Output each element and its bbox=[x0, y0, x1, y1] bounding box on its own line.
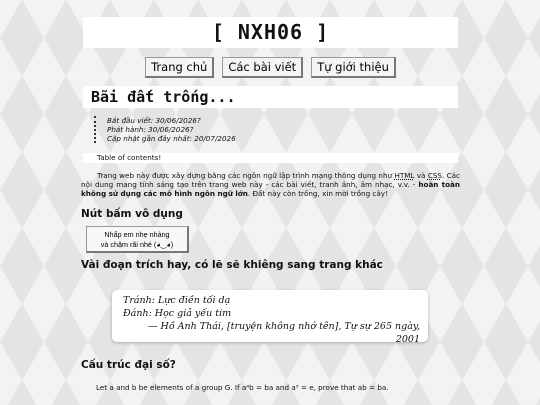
main-nav bbox=[83, 57, 458, 78]
intro-bold: hoàn toàn không sử dụng các mô hình ngôn ngữ lớn bbox=[81, 180, 460, 199]
intro-paragraph bbox=[81, 171, 460, 199]
intro-text-b: . Các nội dung mang tính sáng tạo trên trang web này - các bài viết, tranh ảnh, âm nhạc, v.v. - bbox=[81, 171, 460, 190]
css-abbr: CSS bbox=[427, 171, 442, 180]
meta-published: Phát hành: 30/06/2026? bbox=[107, 125, 194, 134]
site-title: [ NXH06 ] bbox=[83, 17, 458, 48]
table-of-contents-toggle[interactable]: Table of contents! bbox=[83, 153, 458, 163]
page-title: Bãi đất trống... bbox=[83, 86, 458, 108]
quote-attribution: — Hồ Anh Thái, [truyện không nhớ tên], Tự sự 265 ngày, 2001 bbox=[148, 321, 420, 345]
nav-about-button[interactable]: Tự giới thiệu bbox=[311, 57, 396, 78]
intro-text-c: . Đất này còn trống, xin mời trồng cây! bbox=[247, 189, 388, 199]
quote-block bbox=[112, 290, 428, 345]
useless-button-heading: Nút bấm vô dụng bbox=[81, 208, 183, 220]
algebra-heading: Cấu trúc đại số? bbox=[81, 359, 176, 371]
quotes-heading: Vài đoạn trích hay, có lẽ sẽ khiêng sang trang khác bbox=[81, 259, 383, 271]
quote-line-2: Đánh: Học giả yếu tim bbox=[123, 308, 232, 319]
html-abbr: HTML bbox=[394, 171, 415, 180]
useless-button[interactable] bbox=[86, 226, 189, 253]
meta-started: Bắt đầu viết: 30/06/2026? bbox=[107, 116, 201, 125]
useless-button-line2: và chậm rãi nhé (◕‿◕) bbox=[100, 240, 174, 249]
algebra-problem: Let a and b be elements of a group G. If a⁴b = ba and a³ = e, prove that ab = ba. bbox=[96, 383, 389, 392]
intro-text-a: Trang web này được xây dựng bằng các ngôn ngữ lập trình mạng thông dụng như bbox=[97, 171, 395, 180]
post-meta bbox=[94, 116, 236, 143]
nav-home-button[interactable]: Trang chủ bbox=[145, 57, 214, 78]
useless-button-line1: Nhấp em nhẹ nhàng bbox=[104, 230, 170, 239]
quote-line-1: Tránh: Lực điền tối dạ bbox=[123, 295, 231, 306]
nav-posts-button[interactable]: Các bài viết bbox=[222, 57, 303, 78]
meta-updated: Cập nhật gần đây nhất: 20/07/2026 bbox=[107, 134, 236, 143]
intro-and: và bbox=[414, 171, 428, 180]
